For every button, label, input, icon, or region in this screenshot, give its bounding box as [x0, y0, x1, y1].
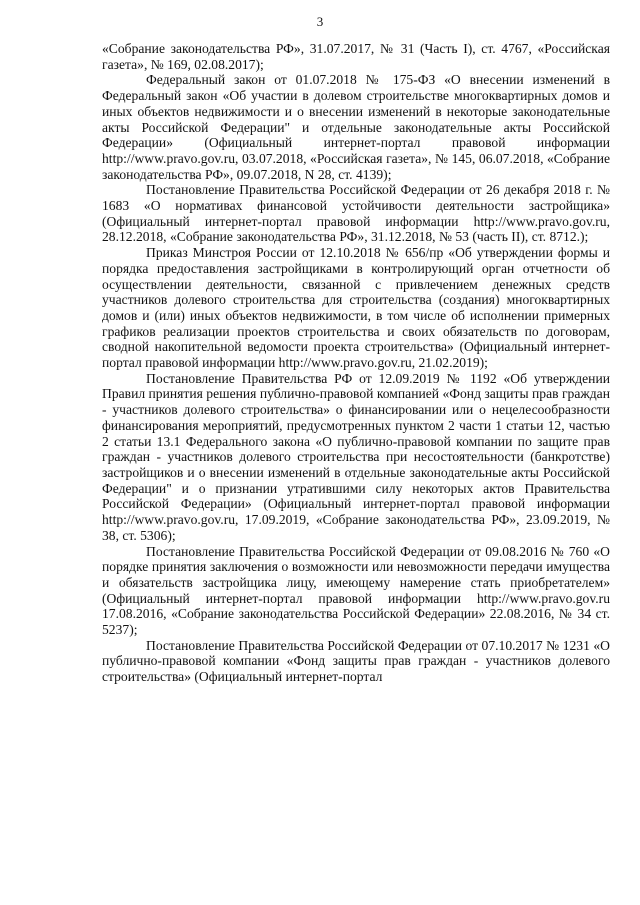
page-number: 3 [316, 14, 324, 29]
document-body [102, 41, 610, 685]
paragraph-resolution-1683: Постановление Правительства Российской Федерации от 26 декабря 2018 г. № 1683 «О нормативах финансовой устойчивости деятельности застройщика» (Официальный интернет-портал правовой информации http://www.pravo.gov.ru, 28.12.2018, «Собрание законодательства РФ», 31.12.2018, № 53 (часть II), ст. 8712.); [102, 182, 610, 245]
paragraph-resolution-1231: Постановление Правительства Российской Федерации от 07.10.2017 № 1231 «О публично-правовой компании «Фонд защиты прав граждан - участников долевого строительства» (Официальный интернет-портал [102, 637, 610, 685]
paragraph-resolution-1192: Постановление Правительства РФ от 12.09.2019 № 1192 «Об утверждении Правил принятия решения публично-правовой компанией «Фонд защиты прав граждан - участников долевого строительства» о финансировании или о нецелесообразности финансирования мероприятий, предусмотренных пунктом 2 части 1 статьи 12, частью 2 статьи 13.1 Федерального закона «О публично-правовой компании по защите прав граждан - участников долевого строительства при несостоятельности (банкротстве) застройщиков и о внесении изменений в отдельные законодательные акты Российской Федерации" и о признании утратившими силу некоторых актов Правительства Российской Федерации» (Официальный интернет-портал правовой информации http://www.pravo.gov.ru, 17.09.2019, «Собрание законодательства РФ», 23.09.2019, № 38, ст. 5306); [102, 370, 610, 543]
paragraph-order-656: Приказ Минстроя России от 12.10.2018 № 656/пр «Об утверждении формы и порядка предоставления застройщиками в контролирующий орган отчетности об осуществлении деятельности, связанной с привлечением денежных средств участников долевого строительства для строительства (создания) многоквартирных домов и (или) иных объектов недвижимости, в том числе об исполнении примерных графиков реализации проектов строительства и своих обязательств по договорам, сводной накопительной ведомости проекта строительства» (Официальный интернет-портал правовой информации http://www.pravo.gov.ru, 21.02.2019); [102, 245, 610, 371]
paragraph-continued-citation: «Собрание законодательства РФ», 31.07.2017, № 31 (Часть I), ст. 4767, «Российская газета», № 169, 02.08.2017); [102, 41, 610, 72]
paragraph-resolution-760: Постановление Правительства Российской Федерации от 09.08.2016 № 760 «О порядке принятия заключения о возможности или невозможности передачи имущества и обязательств застройщика лицу, имеющему намерение стать приобретателем» (Официальный интернет-портал правовой информации http://www.pravo.gov.ru 17.08.2016, «Собрание законодательства Российской Федерации» 22.08.2016, № 34 ст. 5237); [102, 543, 610, 638]
paragraph-federal-law-175: Федеральный закон от 01.07.2018 № 175-ФЗ «О внесении изменений в Федеральный закон «Об участии в долевом строительстве многоквартирных домов и иных объектов недвижимости и о внесении изменений в некоторые законодательные акты Российской Федерации" и отдельные законодательные акты Российской Федерации» (Официальный интернет-портал правовой информации http://www.pravo.gov.ru, 03.07.2018, «Российская газета», № 145, 06.07.2018, «Собрание законодательства РФ», 09.07.2018, N 28, ст. 4139); [102, 72, 610, 182]
